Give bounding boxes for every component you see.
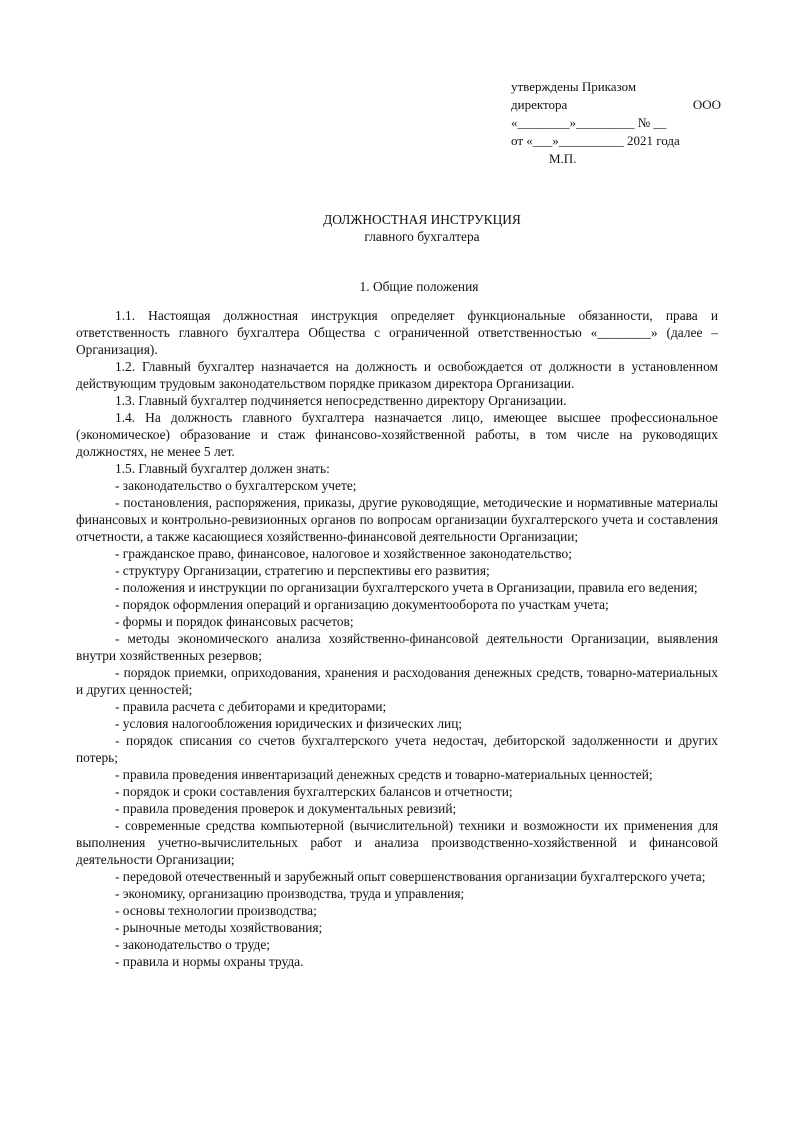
approval-line-5 [511,150,721,168]
body-paragraph: - положения и инструкции по организации бухгалтерского учета в Организации, правила его ведения; [115,580,698,595]
body-paragraph: 1.3. Главный бухгалтер подчиняется непосредственно директору Организации. [115,393,567,408]
body-paragraph: - правила проведения проверок и документальных ревизий; [115,801,457,816]
body-paragraph: - гражданское право, финансовое, налоговое и хозяйственное законодательство; [115,546,572,561]
body-paragraph: - структуру Организации, стратегию и перспективы его развития; [115,563,490,578]
body-paragraph: - рыночные методы хозяйствования; [115,920,323,935]
body-paragraph: - постановления, распоряжения, приказы, другие руководящие, методические и нормативные материалы финансовых и контрольно-ревизионных органов по вопросам организации бухгалтерского учета и составления отчетности, а также касающиеся хозяйственно-финансовой деятельности Организации; [76,495,718,544]
body-paragraph: - современные средства компьютерной (вычислительной) техники и возможности их применения для выполнения учетно-вычислительных работ и анализа производственно-хозяйственной и финансовой деятельности Организации; [76,818,718,867]
approval-director: директора [511,97,568,112]
body-paragraph: - условия налогообложения юридических и физических лиц; [115,716,463,731]
body-paragraph: - законодательство о бухгалтерском учете; [115,478,357,493]
body-paragraph: - порядок и сроки составления бухгалтерских балансов и отчетности; [115,784,513,799]
approval-text: утверждены Приказом [511,79,637,94]
body-paragraph: - законодательство о труде; [115,937,271,952]
document-title [0,211,794,245]
body-paragraph: 1.5. Главный бухгалтер должен знать: [115,461,330,476]
body-paragraph: - передовой отечественный и зарубежный опыт совершенствования организации бухгалтерского учета; [115,869,706,884]
body-paragraph: - методы экономического анализа хозяйственно-финансовой деятельности Организации, выявления внутри хозяйственных резервов; [76,631,718,663]
approval-line-2 [511,96,721,114]
body-paragraph: - основы технологии производства; [115,903,317,918]
approval-block [511,78,721,168]
body-paragraph: 1.4. На должность главного бухгалтера назначается лицо, имеющее высшее профессиональное (экономическое) образование и стаж финансово-хозяйственной работы, в том числе на руководящих должностях, не менее 5 лет. [76,410,718,459]
approval-line-3 [511,114,721,132]
body-paragraph: - порядок списания со счетов бухгалтерского учета недостач, дебиторской задолженности и других потерь; [76,733,718,765]
approval-date: от «___»__________ 2021 года [511,133,680,148]
body-paragraph: - формы и порядок финансовых расчетов; [115,614,354,629]
approval-order-number: «________»_________ № __ [511,115,667,130]
document-title-sub: главного бухгалтера [364,229,480,244]
body-paragraph: 1.2. Главный бухгалтер назначается на должность и освобождается от должности в установленном действующим трудовым законодательством порядке приказом директора Организации. [76,359,718,391]
body-paragraph: - порядок приемки, оприходования, хранения и расходования денежных средств, товарно-материальных и других ценностей; [76,665,718,697]
document-body [76,307,718,970]
body-paragraph: - экономику, организацию производства, труда и управления; [115,886,465,901]
body-paragraph: - правила проведения инвентаризаций денежных средств и товарно-материальных ценностей; [115,767,653,782]
body-paragraph: - правила и нормы охраны труда. [115,954,304,969]
approval-line-1 [511,78,721,96]
approval-line-4 [511,132,721,150]
document-title-main: ДОЛЖНОСТНАЯ ИНСТРУКЦИЯ [323,212,521,227]
approval-seal-place: М.П. [549,151,577,166]
section-heading: 1. Общие положения [359,279,479,294]
body-paragraph: - порядок оформления операций и организацию документооборота по участкам учета; [115,597,609,612]
body-paragraph: - правила расчета с дебиторами и кредиторами; [115,699,387,714]
approval-company: ООО [692,97,721,112]
body-paragraph: 1.1. Настоящая должностная инструкция определяет функциональные обязанности, права и ответственность главного бухгалтера Общества с ограниченной ответственностью «________» (далее – Организация). [76,308,718,357]
